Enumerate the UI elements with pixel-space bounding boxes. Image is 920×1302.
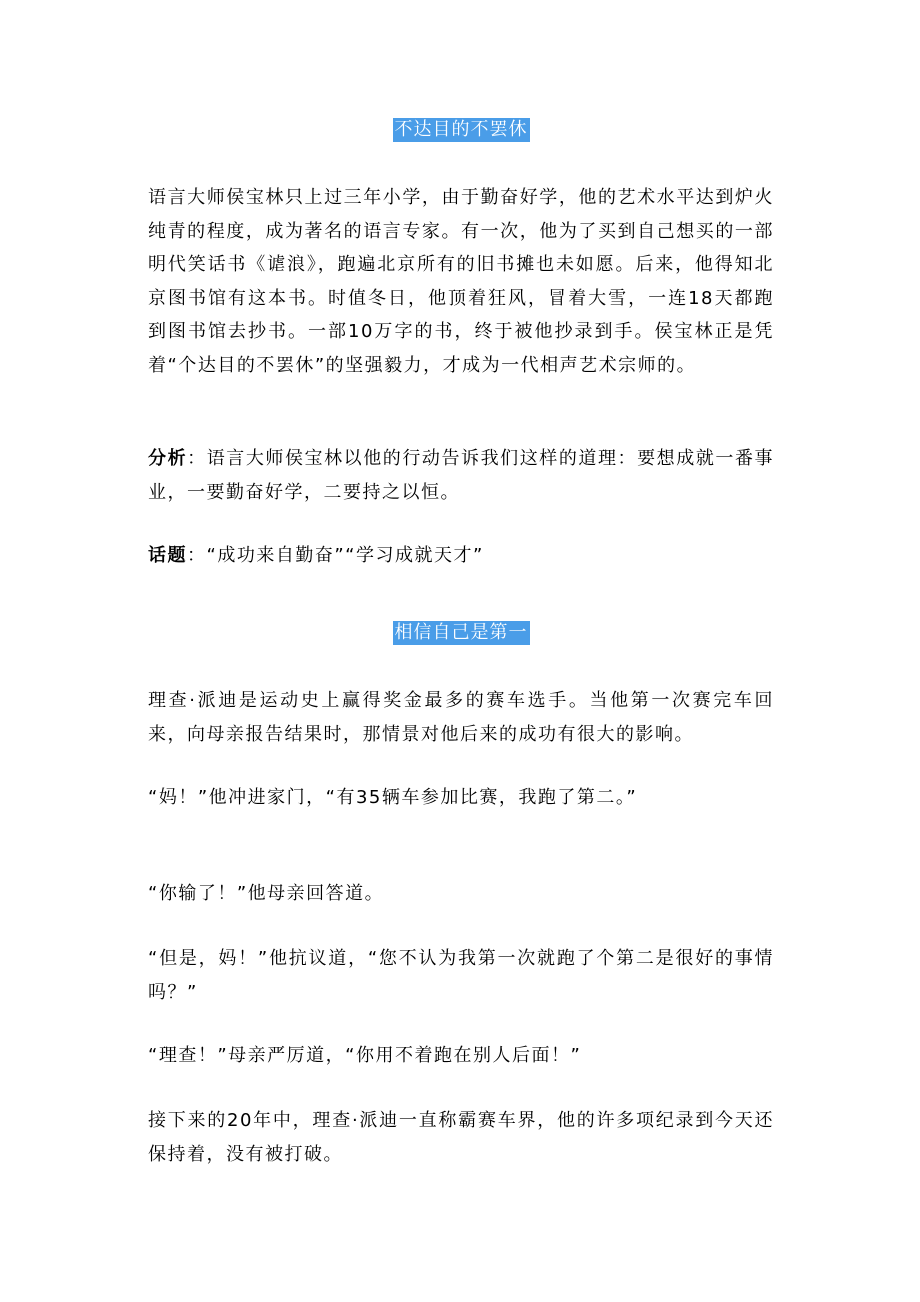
section2-paragraph: “你输了！”他母亲回答道。 — [148, 883, 385, 904]
section1-story: 语言大师侯宝林只上过三年小学，由于勤奋好学，他的艺术水平达到炉火纯青的程度，成为著名的语言专家。有一次，他为了买到自己想买的一部明代笑话书《谑浪》，跑遍北京所有的旧书摊也未如愿。后来，他得知北京图书馆有这本书。时值冬日，他顶着狂风，冒着大雪，一连18天都跑到图书馆去抄书。一部10万字的书，终于被他抄录到手。侯宝林正是凭着“个达目的不罢休”的坚强毅力，才成为一代相声艺术宗师的。 — [148, 187, 774, 376]
section2-paragraph: “妈！”他冲进家门，“有35辆车参加比赛，我跑了第二。” — [148, 787, 638, 808]
analysis-text: ：语言大师侯宝林以他的行动告诉我们这样的道理：要想成就一番事业，一要勤奋好学，二要持之以恒。 — [148, 448, 775, 503]
section2-paragraph: “但是，妈！”他抗议道，“您不认为我第一次就跑了个第二是很好的事情吗？” — [148, 948, 774, 1003]
topic-label: 话题 — [148, 545, 187, 566]
topic-text: ：“成功来自勤奋”“学习成就天才” — [187, 545, 484, 566]
section2-paragraph: “理查！”母亲严厉道，“你用不着跑在别人后面！” — [148, 1045, 582, 1066]
analysis-label: 分析 — [148, 448, 188, 469]
section1-heading-wrap — [148, 118, 774, 142]
section1-topic — [148, 539, 774, 573]
section1-heading: 不达目的不罢休 — [394, 119, 528, 140]
section2-heading: 相信自己是第一 — [394, 622, 528, 643]
section1-analysis — [148, 442, 774, 509]
section2-paragraph: 接下来的20年中，理查·派迪一直称霸赛车界，他的许多项纪录到今天还保持着，没有被打破。 — [148, 1110, 774, 1165]
section2-heading-wrap — [148, 621, 774, 645]
section2-paragraph: 理查·派迪是运动史上赢得奖金最多的赛车选手。当他第一次赛完车回来，向母亲报告结果时，那情景对他后来的成功有很大的影响。 — [148, 690, 774, 745]
